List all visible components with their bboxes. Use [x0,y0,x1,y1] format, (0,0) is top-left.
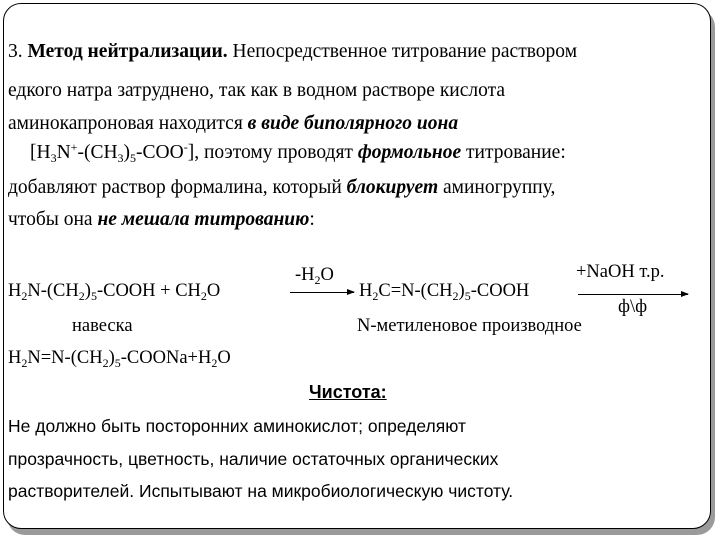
paragraph-line-3 [8,112,458,136]
subscript: 3 [117,151,124,165]
reaction-arrow-2 [578,294,688,295]
arrow-1-label [295,265,334,286]
purity-heading: Чистота: [309,382,387,402]
reactant-formula [8,279,220,303]
line-text: ], поэтому проводят [187,142,358,163]
line-text: добавляют раствор формалина, который [8,177,347,198]
formula-part: -H [295,265,315,285]
subscript: 2 [452,289,459,303]
line-text: аминокапроновая находится [8,113,248,134]
paragraph-line-2 [8,79,505,103]
emphasis-text: формольное [357,142,462,163]
formula-part: O [217,348,231,368]
arrow-2-label-top: +NaOH т.р. [576,262,665,282]
line-text: аминогруппу, [438,177,556,198]
formula-part: -COO [136,142,184,163]
formula-part: ) [123,142,131,163]
subscript: 5 [130,151,137,165]
line-text: едкого натра затруднено, так как в водном растворе кислота [8,80,506,101]
reaction-arrow-1 [290,292,354,293]
subscript: 2 [21,289,28,303]
emphasis-text: не мешала титрованию [97,209,310,230]
purity-line-2: прозрачность, цветность, наличие остаточных органических [8,449,499,469]
subscript: 2 [21,356,28,370]
formula-part: ) [108,348,115,368]
formula-part: -COOH + CH [96,281,201,301]
formula-part: ) [458,281,465,301]
subscript: 3 [50,151,57,165]
subscript: 2 [372,289,379,303]
line-text: : [309,209,315,230]
subscript: 5 [90,289,97,303]
purity-line-1: Не должно быть посторонних аминокислот; определяют [8,416,466,436]
formula-part: -COOH [470,281,530,301]
paragraph-line-1 [8,40,577,64]
paragraph-line-4 [30,141,566,165]
line-text: чтобы она [8,209,98,230]
line-text: титрование: [461,142,566,163]
formula-part: H [8,281,22,301]
subscript: 2 [200,289,207,303]
formula-part: [H [30,142,51,163]
superscript: + [70,140,78,154]
formula-part: N-(CH [27,281,79,301]
purity-line-3: растворителей. Испытывают на микробиологическую чистоту. [8,481,514,501]
item-number: 3. [8,41,28,62]
formula-part: -COONa+H [120,348,212,368]
emphasis-text: блокирует [346,177,439,198]
sample-label: навеска [72,316,133,336]
formula-part: H [359,281,373,301]
subscript: 2 [211,356,218,370]
formula-part: -(CH [77,142,118,163]
subscript: 2 [78,289,85,303]
method-heading: Метод нейтрализации. [27,41,228,62]
formula-part: N=N-(CH [27,348,103,368]
subscript: 5 [114,356,121,370]
final-product-formula [8,346,231,370]
paragraph-line-5 [8,176,555,200]
formula-part: O [320,265,334,285]
arrow-2-label-bottom: ф\ф [618,297,648,317]
emphasis-text: в виде биполярного иона [247,113,459,134]
subscript: 2 [102,356,109,370]
superscript: - [183,140,188,154]
derivative-label: N-метиленовое производное [357,316,582,336]
subscript: 2 [314,273,321,287]
formula-part: N [56,142,71,163]
formula-part: O [206,281,221,301]
formula-part: ) [84,281,91,301]
formula-part: H [8,348,22,368]
subscript: 5 [464,289,471,303]
product-formula [359,279,529,303]
line-text: Непосредственное титрование раствором [227,41,578,62]
formula-part: C=N-(CH [378,281,453,301]
paragraph-line-6 [8,208,315,232]
